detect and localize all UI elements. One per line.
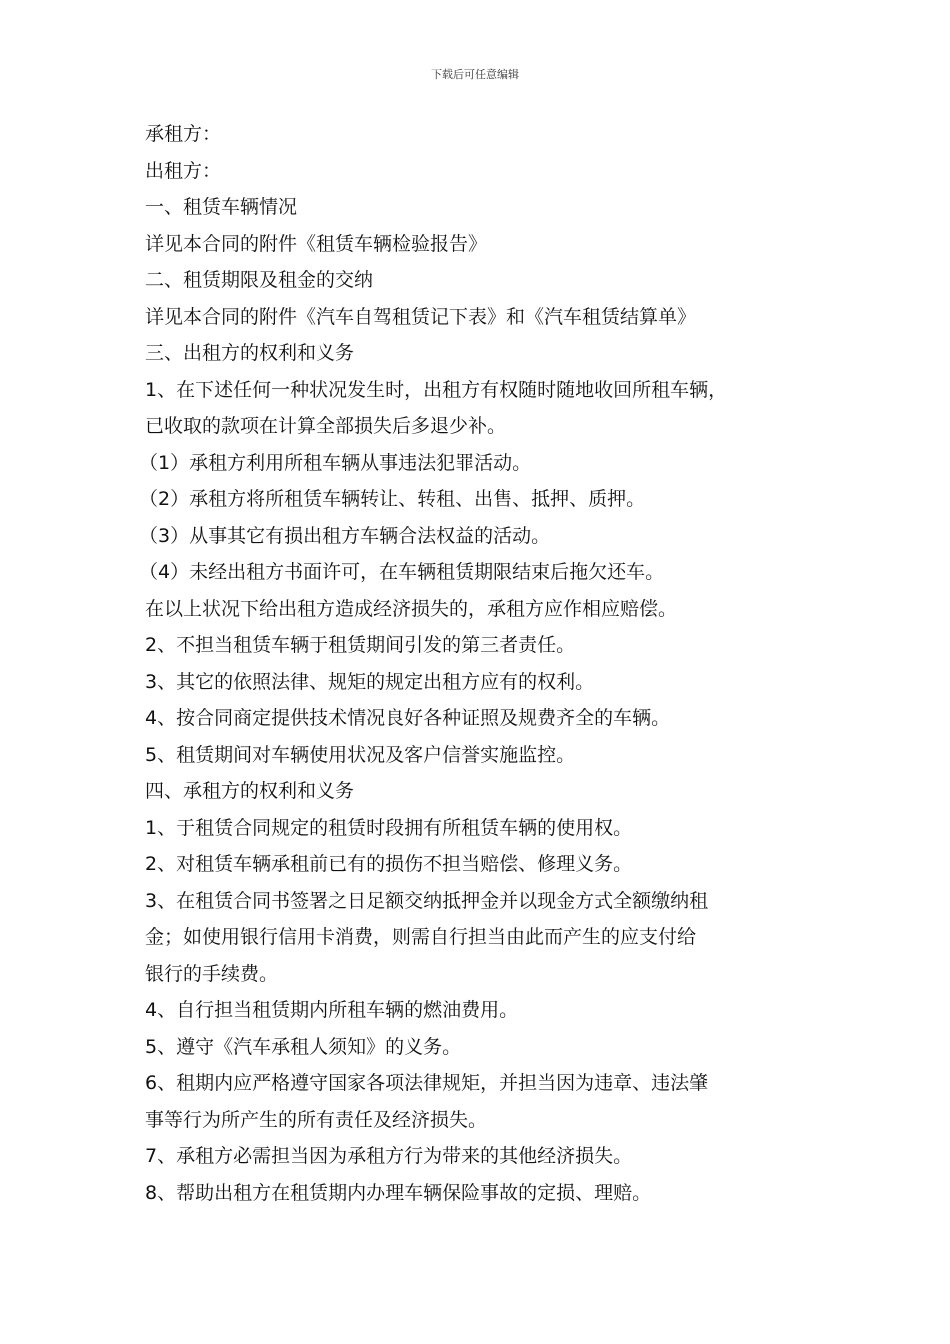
- clause-line: 4、按合同商定提供技术情况良好各种证照及规费齐全的车辆。: [145, 707, 671, 729]
- clause-line: 1、于租赁合同规定的租赁时段拥有所租赁车辆的使用权。: [145, 816, 633, 839]
- clause-line: 2、对租赁车辆承租前已有的损伤不担当赔偿、修理义务。: [145, 853, 633, 875]
- sub-clause-line: （2）承租方将所租赁车辆转让、转租、出售、抵押、质押。: [139, 488, 646, 510]
- paragraph-line: 详见本合同的附件《汽车自驾租赁记下表》和《汽车租赁结算单》: [145, 305, 697, 328]
- clause-line: 已收取的款项在计算全部损失后多退少补。: [145, 415, 507, 437]
- document-body: [139, 116, 835, 1211]
- clause-line: 1、在下述任何一种状况发生时，出租方有权随时随地收回所租车辆，: [145, 378, 728, 401]
- clause-line: 3、在租赁合同书签署之日足额交纳抵押金并以现金方式全额缴纳租: [145, 889, 709, 912]
- paragraph-line: 在以上状况下给出租方造成经济损失的，承租方应作相应赔偿。: [145, 597, 678, 620]
- sub-clause-line: （4）未经出租方书面许可，在车辆租赁期限结束后拖欠还车。: [139, 561, 665, 583]
- section-heading-4: 四、承租方的权利和义务: [145, 780, 355, 802]
- clause-line: 7、承租方必需担当因为承租方行为带来的其他经济损失。: [145, 1145, 633, 1167]
- section-heading-2: 二、租赁期限及租金的交纳: [145, 269, 374, 291]
- lessee-line: 承租方：: [145, 123, 222, 145]
- clause-line: 4、自行担当租赁期内所租车辆的燃油费用。: [145, 999, 519, 1021]
- clause-line: 5、租赁期间对车辆使用状况及客户信誉实施监控。: [145, 743, 576, 766]
- lessor-line: 出租方：: [145, 159, 222, 182]
- clause-line: 8、帮助出租方在租赁期内办理车辆保险事故的定损、理赔。: [145, 1181, 652, 1204]
- clause-line: 事等行为所产生的所有责任及经济损失。: [145, 1108, 488, 1131]
- page-header-note: 下载后可任意编辑: [431, 68, 519, 81]
- section-heading-3: 三、出租方的权利和义务: [145, 342, 355, 364]
- clause-line: 2、不担当租赁车辆于租赁期间引发的第三者责任。: [145, 634, 576, 656]
- clause-line: 5、遵守《汽车承租人须知》的义务。: [145, 1035, 462, 1058]
- paragraph-line: 详见本合同的附件《租赁车辆检验报告》: [145, 232, 488, 255]
- clause-line: 金；如使用银行信用卡消费，则需自行担当由此而产生的应支付给: [145, 926, 697, 948]
- clause-line: 银行的手续费。: [145, 962, 279, 985]
- sub-clause-line: （3）从事其它有损出租方车辆合法权益的活动。: [139, 524, 551, 547]
- clause-line: 3、其它的依照法律、规矩的规定出租方应有的权利。: [145, 670, 595, 693]
- sub-clause-line: （1）承租方利用所租车辆从事违法犯罪活动。: [139, 451, 532, 474]
- clause-line: 6、租期内应严格遵守国家各项法律规矩，并担当因为违章、违法肇: [145, 1072, 709, 1094]
- section-heading-1: 一、租赁车辆情况: [145, 196, 298, 218]
